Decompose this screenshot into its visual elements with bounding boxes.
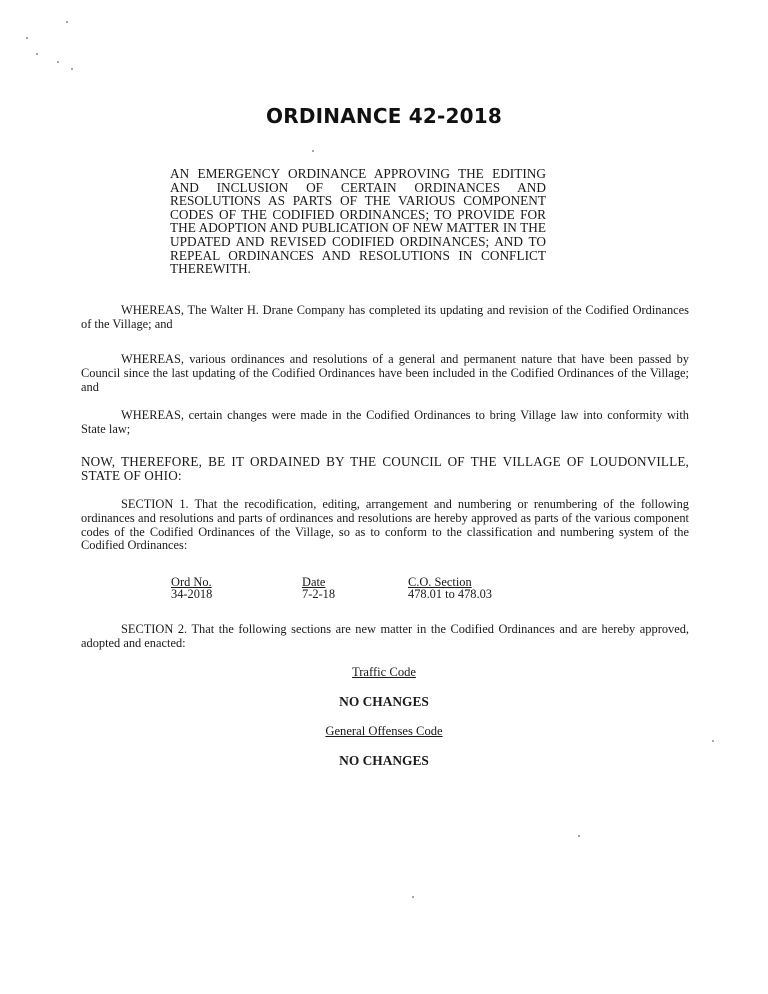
whereas-paragraph-3 xyxy=(81,409,689,437)
scan-speck xyxy=(578,835,580,837)
co-section-cell: 478.01 to 478.03 xyxy=(408,587,492,601)
ord-no-column xyxy=(171,576,212,600)
scan-speck xyxy=(57,61,59,63)
general-offenses-code-status: NO CHANGES xyxy=(339,753,429,768)
general-offenses-code-heading: General Offenses Code xyxy=(325,724,443,738)
ordained-clause xyxy=(81,455,689,483)
ordinance-title: ORDINANCE 42-2018 xyxy=(266,104,502,128)
ordained-text: NOW, THEREFORE, BE IT ORDAINED BY THE COUNCIL OF THE VILLAGE OF LOUDONVILLE, STATE OF OHIO: xyxy=(81,454,689,483)
section-1-text: SECTION 1. That the recodification, editing, arrangement and numbering or renumbering of the following ordinances and resolutions and parts of ordinances and resolutions are hereby approved as parts of the various component codes of the Codified Ordinances of the Village, so as to conform to the classification and numbering system of the Codified Ordinances: xyxy=(81,497,689,553)
scan-speck xyxy=(36,53,38,55)
scan-speck xyxy=(71,68,73,70)
scan-speck xyxy=(312,150,314,152)
section-2-paragraph xyxy=(81,623,689,651)
ord-no-cell: 34-2018 xyxy=(171,587,213,601)
whereas-1-text: WHEREAS, The Walter H. Drane Company has completed its updating and revision of the Codified Ordinances of the Village; and xyxy=(81,303,689,331)
scan-speck xyxy=(412,896,414,898)
date-header: Date xyxy=(302,575,326,589)
date-cell: 7-2-18 xyxy=(302,587,336,601)
date-column xyxy=(302,576,335,600)
scan-speck xyxy=(26,37,28,39)
section-2-text: SECTION 2. That the following sections are new matter in the Codified Ordinances and are hereby approved, adopted and enacted: xyxy=(81,622,689,650)
preamble-caption: AN EMERGENCY ORDINANCE APPROVING THE EDITING AND INCLUSION OF CERTAIN ORDINANCES AND RESOLUTIONS AS PARTS OF THE VARIOUS COMPONENT CODES OF THE CODIFIED ORDINANCES; TO PROVIDE FOR THE ADOPTION AND PUBLICATION OF NEW MATTER IN THE UPDATED AND REVISED CODIFIED ORDINANCES; AND TO REPEAL ORDINANCES AND RESOLUTIONS IN CONFLICT THEREWITH. xyxy=(170,166,546,277)
co-section-header: C.O. Section xyxy=(408,575,472,589)
scan-speck xyxy=(66,21,68,23)
co-section-column xyxy=(408,576,492,600)
whereas-paragraph-2 xyxy=(81,353,689,394)
scan-speck xyxy=(712,740,714,742)
traffic-code-heading: Traffic Code xyxy=(351,665,416,679)
traffic-code-status: NO CHANGES xyxy=(339,694,429,709)
whereas-paragraph-1 xyxy=(81,304,689,332)
whereas-3-text: WHEREAS, certain changes were made in the Codified Ordinances to bring Village law into conformity with State law; xyxy=(81,408,689,436)
section-1-paragraph xyxy=(81,498,689,553)
ord-no-header: Ord No. xyxy=(171,575,212,589)
whereas-2-text: WHEREAS, various ordinances and resolutions of a general and permanent nature that have been passed by Council since the last updating of the Codified Ordinances have been included in the Codified Ordinances of the Village; and xyxy=(81,352,689,394)
